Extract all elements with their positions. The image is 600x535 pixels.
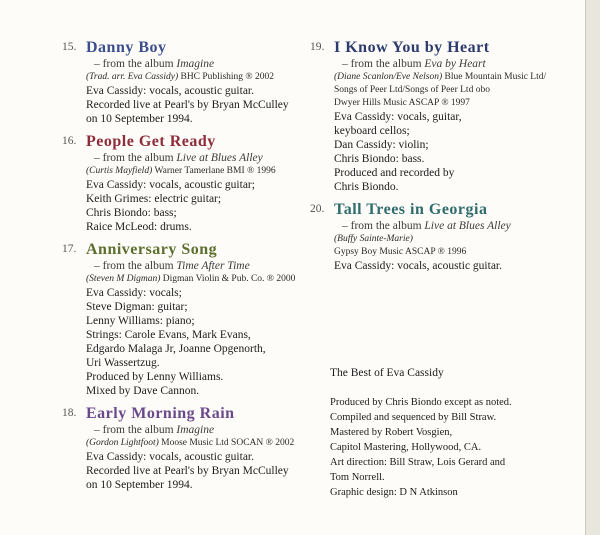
performer-credit-line: Eva Cassidy: vocals, acoustic guitar. bbox=[334, 260, 502, 272]
track-title: Danny Boy bbox=[86, 39, 167, 56]
album-credit-line: Produced by Chris Biondo except as noted. bbox=[330, 397, 512, 408]
track-entry bbox=[310, 200, 570, 273]
track-publishing-credit bbox=[334, 71, 570, 84]
album-credit-line: Mastered by Robert Vosgien, bbox=[330, 427, 453, 438]
track-title: People Get Ready bbox=[86, 133, 216, 150]
album-prefix: – from the album bbox=[94, 424, 177, 436]
songwriter: (Curtis Mayfield) bbox=[86, 166, 153, 176]
track-number: 17. bbox=[62, 243, 77, 255]
album-name: Imagine bbox=[176, 424, 215, 436]
performer-credit-line: on 10 September 1994. bbox=[86, 113, 193, 125]
track-title: Early Morning Rain bbox=[86, 405, 235, 422]
track-number: 18. bbox=[62, 407, 77, 419]
performer-credit-line: Recorded live at Pearl's by Bryan McCulley bbox=[86, 465, 289, 477]
album-credit-line: Graphic design: D N Atkinson bbox=[330, 487, 458, 498]
album-name: Live at Blues Alley bbox=[424, 220, 511, 232]
songwriter: (Trad. arr. Eva Cassidy) bbox=[86, 72, 179, 82]
performer-credit-line: Produced and recorded by bbox=[334, 167, 455, 179]
track-publishing-credit bbox=[334, 233, 570, 246]
album-name: Imagine bbox=[176, 58, 215, 70]
track-title: Anniversary Song bbox=[86, 241, 218, 258]
track-title: Tall Trees in Georgia bbox=[334, 201, 488, 218]
publisher: Moose Music Ltd SOCAN ® 2002 bbox=[158, 438, 295, 448]
track-body bbox=[86, 240, 322, 398]
performer-credit-line: Strings: Carole Evans, Mark Evans, bbox=[86, 329, 251, 341]
publishing-credit-line: Songs of Peer Ltd/Songs of Peer Ltd obo bbox=[334, 85, 490, 95]
track-album-source bbox=[94, 151, 322, 165]
performer-credit-line: Edgardo Malaga Jr, Joanne Opgenorth, bbox=[86, 343, 266, 355]
album-credits bbox=[330, 367, 560, 500]
track-body bbox=[86, 132, 325, 234]
album-name: Time After Time bbox=[176, 260, 250, 272]
track-title: I Know You by Heart bbox=[334, 39, 490, 56]
publisher: Digman Violin & Pub. Co. ® 2000 bbox=[160, 274, 296, 284]
performer-credit-line: Chris Biondo. bbox=[334, 181, 399, 193]
performer-credit-line: Produced by Lenny Williams. bbox=[86, 371, 224, 383]
album-credit-line: Compiled and sequenced by Bill Straw. bbox=[330, 412, 497, 423]
track-body bbox=[86, 38, 325, 126]
track-entry bbox=[62, 240, 322, 398]
track-album-source bbox=[94, 423, 322, 437]
publisher: Warner Tamerlane BMI ® 1996 bbox=[152, 166, 276, 176]
album-name: Live at Blues Alley bbox=[176, 152, 263, 164]
performer-credit-line: Eva Cassidy: vocals, acoustic guitar. bbox=[86, 85, 254, 97]
songwriter: (Gordon Lightfoot) bbox=[86, 438, 159, 448]
track-body bbox=[334, 38, 570, 194]
track-body bbox=[86, 404, 322, 492]
performer-credit-line: on 10 September 1994. bbox=[86, 479, 193, 491]
performer-credit-line: Eva Cassidy: vocals, acoustic guitar; bbox=[86, 179, 255, 191]
track-number: 20. bbox=[310, 203, 325, 215]
songwriter: (Steven M Digman) bbox=[86, 274, 161, 284]
performer-credit-line: Eva Cassidy: vocals, acoustic guitar. bbox=[86, 451, 254, 463]
performer-credit-line: Uri Wassertzug. bbox=[86, 357, 160, 369]
booklet-edge bbox=[586, 0, 600, 535]
album-credit-line: Tom Norrell. bbox=[330, 472, 385, 483]
right-column bbox=[310, 38, 570, 279]
track-entry bbox=[62, 404, 322, 492]
album-prefix: – from the album bbox=[342, 58, 425, 70]
publishing-credit-line: Dwyer Hills Music ASCAP ® 1997 bbox=[334, 98, 470, 108]
performer-credit-line: Raice McLeod: drums. bbox=[86, 221, 192, 233]
album-name: Eva by Heart bbox=[424, 58, 486, 70]
album-credits-lines bbox=[330, 395, 560, 500]
album-credit-line: Capitol Mastering, Hollywood, CA. bbox=[330, 442, 482, 453]
publishing-credit-line: Gypsy Boy Music ASCAP ® 1996 bbox=[334, 247, 467, 257]
publisher: BHC Publishing ® 2002 bbox=[178, 72, 275, 82]
track-number: 15. bbox=[62, 41, 77, 53]
performer-credit-line: Steve Digman: guitar; bbox=[86, 301, 188, 313]
songwriter: (Buffy Sainte-Marie) bbox=[334, 234, 413, 244]
publisher: Blue Mountain Music Ltd/ bbox=[442, 72, 547, 82]
track-number: 19. bbox=[310, 41, 325, 53]
track-album-source bbox=[342, 57, 570, 71]
left-column bbox=[62, 38, 325, 498]
album-prefix: – from the album bbox=[94, 152, 177, 164]
album-prefix: – from the album bbox=[342, 220, 425, 232]
performer-credit-line: Eva Cassidy: vocals; bbox=[86, 287, 182, 299]
performer-credit-line: Eva Cassidy: vocals, guitar, bbox=[334, 111, 462, 123]
album-prefix: – from the album bbox=[94, 260, 177, 272]
performer-credit-line: keyboard cellos; bbox=[334, 125, 410, 137]
track-publishing-credit bbox=[86, 273, 322, 286]
performer-credit-line: Chris Biondo: bass; bbox=[86, 207, 177, 219]
track-body bbox=[334, 200, 570, 273]
track-entry bbox=[310, 38, 570, 194]
album-credits-title: The Best of Eva Cassidy bbox=[330, 367, 444, 379]
track-album-source bbox=[94, 259, 322, 273]
performer-credit-line: Recorded live at Pearl's by Bryan McCulley bbox=[86, 99, 289, 111]
album-prefix: – from the album bbox=[94, 58, 177, 70]
performer-credit-line: Dan Cassidy: violin; bbox=[334, 139, 429, 151]
track-publishing-credit bbox=[86, 165, 322, 178]
performer-credit-line: Chris Biondo: bass. bbox=[334, 153, 425, 165]
performer-credit-line: Mixed by Dave Cannon. bbox=[86, 385, 200, 397]
album-credit-line: Art direction: Bill Straw, Lois Gerard and bbox=[330, 457, 506, 468]
track-album-source bbox=[342, 219, 570, 233]
songwriter: (Diane Scanlon/Eve Nelson) bbox=[334, 72, 443, 82]
performer-credit-line: Lenny Williams: piano; bbox=[86, 315, 195, 327]
track-publishing-credit bbox=[86, 437, 322, 450]
track-album-source bbox=[94, 57, 322, 71]
track-publishing-credit bbox=[86, 71, 322, 84]
track-number: 16. bbox=[62, 135, 77, 147]
track-entry bbox=[62, 38, 325, 126]
track-entry bbox=[62, 132, 325, 234]
performer-credit-line: Keith Grimes: electric guitar; bbox=[86, 193, 222, 205]
